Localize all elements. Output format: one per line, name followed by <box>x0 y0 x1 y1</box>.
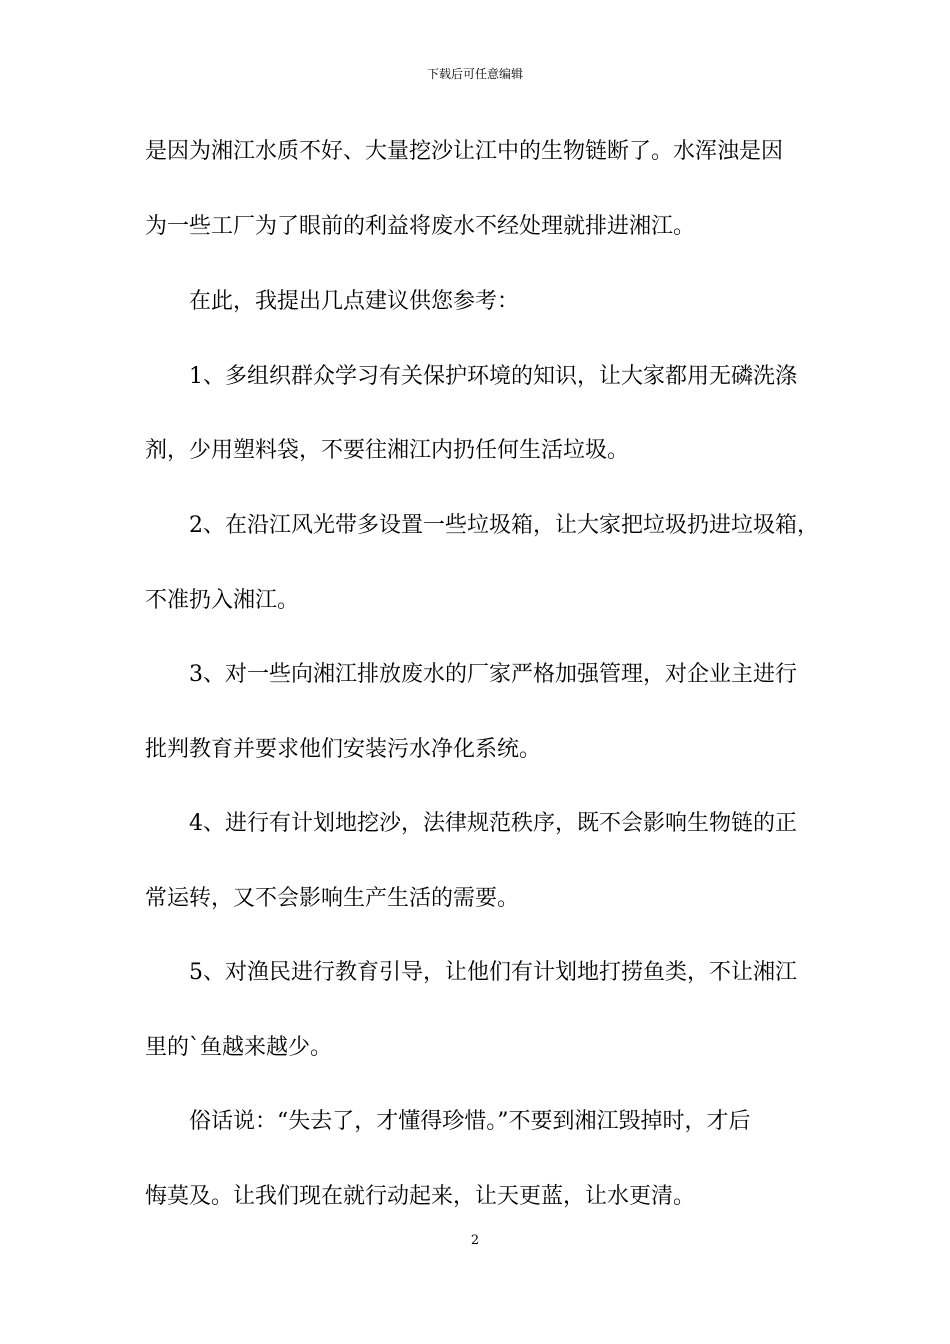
body-line-9: 批判教育并要求他们安装污水净化系统。 <box>145 737 542 762</box>
page-number: 2 <box>470 1233 480 1248</box>
body-line-5: 剂，少用塑料袋，不要往湘江内扔任何生活垃圾。 <box>145 438 630 463</box>
body-line-4: 1、多组织群众学习有关保护环境的知识，让大家都用无磷洗涤 <box>189 364 797 389</box>
body-line-1: 是因为湘江水质不好、大量挖沙让江中的生物链断了。水浑浊是因 <box>145 139 784 164</box>
body-line-6: 2、在沿江风光带多设置一些垃圾箱，让大家把垃圾扔进垃圾箱， <box>189 513 819 538</box>
body-line-2: 为一些工厂为了眼前的利益将废水不经处理就排进湘江。 <box>145 214 696 239</box>
body-line-12: 5、对渔民进行教育引导，让他们有计划地打捞鱼类，不让湘江 <box>189 960 797 985</box>
body-line-15: 悔莫及。让我们现在就行动起来，让天更蓝，让水更清。 <box>145 1184 696 1209</box>
body-line-11: 常运转，又不会影响生产生活的需要。 <box>145 886 520 911</box>
body-line-14: 俗话说：“失去了，才懂得珍惜。”不要到湘江毁掉时，才后 <box>189 1109 751 1134</box>
body-line-8: 3、对一些向湘江排放废水的厂家严格加强管理，对企业主进行 <box>189 662 797 687</box>
body-line-3: 在此，我提出几点建议供您参考： <box>189 289 520 314</box>
body-line-13: 里的`鱼越来越少。 <box>145 1035 333 1060</box>
body-line-10: 4、进行有计划地挖沙，法律规范秩序，既不会影响生物链的正 <box>189 811 797 836</box>
body-line-7: 不准扔入湘江。 <box>145 588 300 613</box>
page-header: 下载后可任意编辑 <box>426 67 523 81</box>
